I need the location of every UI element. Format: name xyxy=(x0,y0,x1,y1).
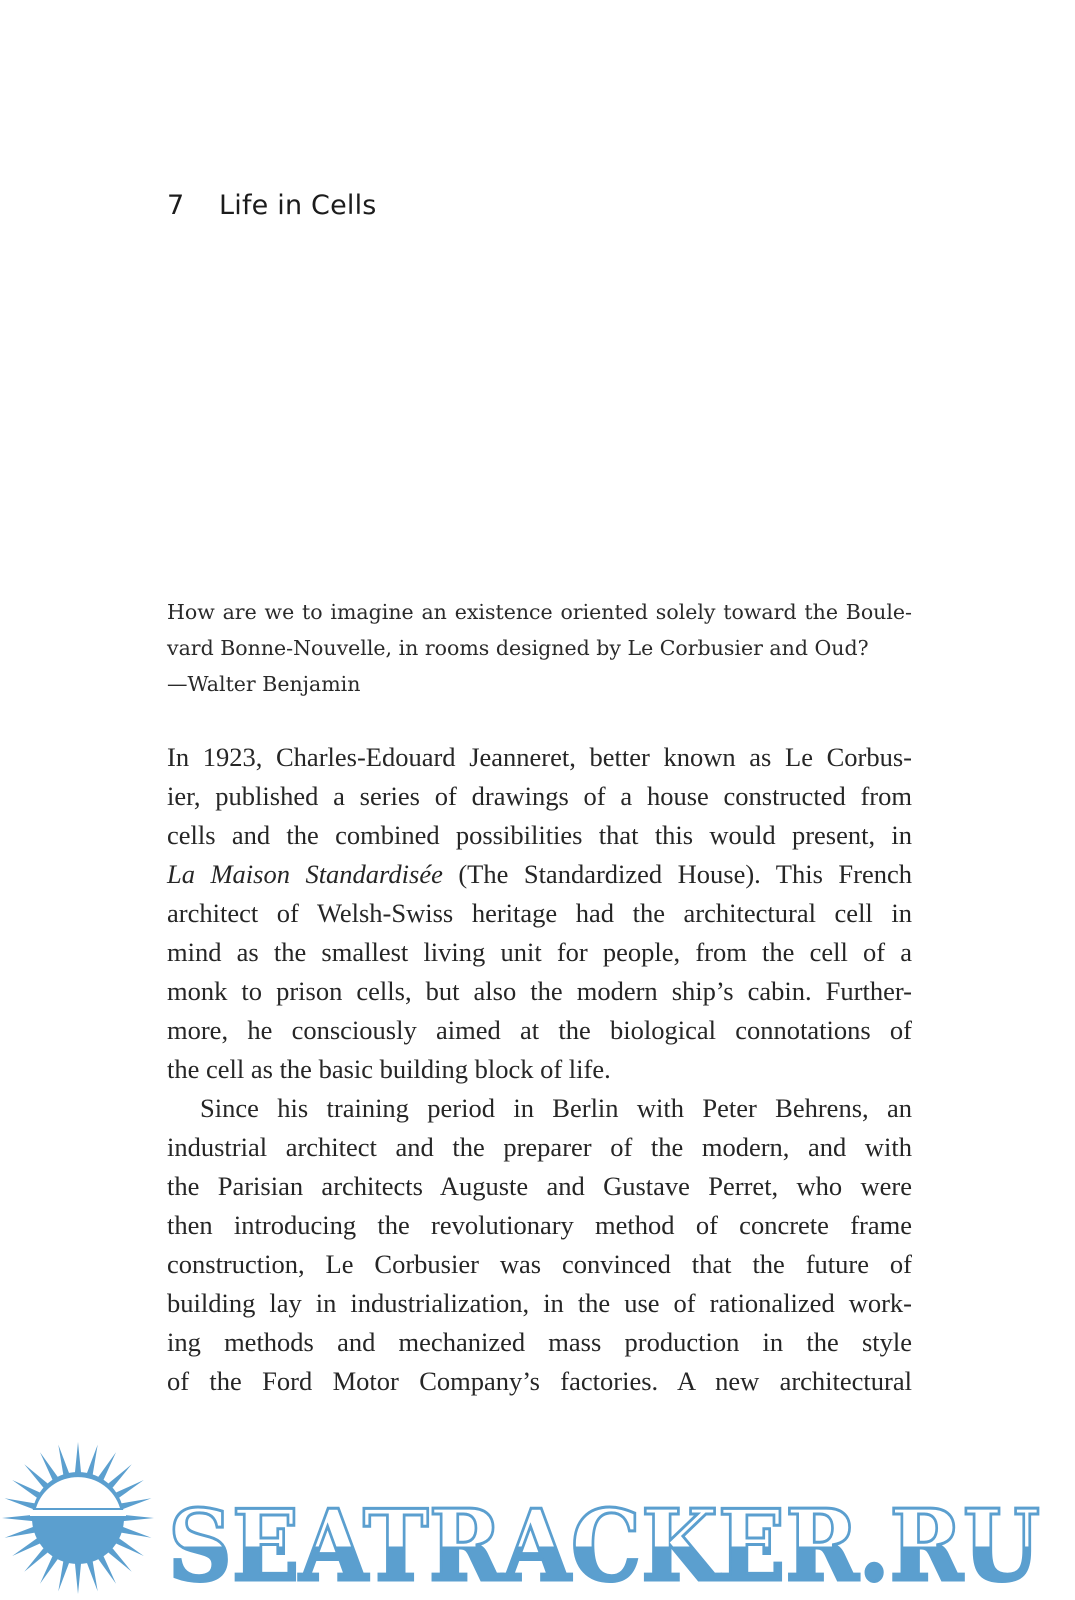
text-line: ier, published a series of drawings of a house constructed from xyxy=(167,781,912,811)
text-line: mind as the smallest living unit for people, from the cell of a xyxy=(167,937,912,967)
paragraph-1 xyxy=(167,738,912,1089)
sun-ray xyxy=(114,1480,143,1499)
sun-ray xyxy=(97,1554,116,1583)
sun-ray xyxy=(2,1515,34,1521)
sun-ray xyxy=(58,1560,69,1592)
text-line: the cell as the basic building block of life. xyxy=(167,1054,611,1084)
text-line: cells and the combined possibilities that this would present, in xyxy=(167,820,912,850)
text-line: monk to prison cells, but also the modern ship’s cabin. Further- xyxy=(167,976,912,1006)
text-line: then introducing the revolutionary method of concrete frame xyxy=(167,1210,912,1240)
book-title-italic: La Maison Standardisée xyxy=(167,859,443,889)
chapter-title: Life in Cells xyxy=(219,190,377,221)
watermark-text: SEATRACKER.RU xyxy=(168,1489,1040,1600)
text-line: construction, Le Corbusier was convinced that the future of xyxy=(167,1249,912,1279)
text-line: of the Ford Motor Company’s factories. A new architectural xyxy=(167,1366,912,1396)
text-line: Since his training period in Berlin with Peter Behrens, an xyxy=(200,1093,912,1123)
sun-ray xyxy=(120,1526,152,1537)
epigraph-attribution: —Walter Benjamin xyxy=(167,672,361,696)
text-line: architect of Welsh-Swiss heritage had the architectural cell in xyxy=(167,898,912,928)
text-line: industrial architect and the preparer of the modern, and with xyxy=(167,1132,912,1162)
chapter-heading xyxy=(167,190,377,221)
sun-ray xyxy=(86,1560,97,1592)
text-line: more, he consciously aimed at the biological connotations of xyxy=(167,1015,912,1045)
sun-ray xyxy=(58,1445,69,1477)
sun-ray xyxy=(107,1547,132,1572)
sun-ray xyxy=(40,1554,59,1583)
text-line: ing methods and mechanized mass production in the style xyxy=(167,1327,912,1357)
sun-ray xyxy=(12,1537,41,1556)
epigraph xyxy=(167,594,912,702)
text-line: In 1923, Charles-Edouard Jeanneret, better known as Le Corbus- xyxy=(167,742,912,772)
sun-ray xyxy=(5,1526,37,1537)
text-line: the Parisian architects Auguste and Gustave Perret, who were xyxy=(167,1171,912,1201)
epigraph-line: vard Bonne-Nouvelle, in rooms designed by Le Corbusier and Oud? xyxy=(167,636,869,660)
text-line-rest: (The Standardized House). This French xyxy=(442,859,912,889)
sun-ray xyxy=(86,1445,97,1477)
chapter-number: 7 xyxy=(167,190,185,221)
sun-ray xyxy=(75,1442,81,1474)
sun-ray xyxy=(12,1480,41,1499)
paragraph-2 xyxy=(167,1089,912,1401)
text-line: building lay in industrialization, in the use of rationalized work- xyxy=(167,1288,912,1318)
sun-ray xyxy=(120,1498,152,1509)
sun-ray xyxy=(122,1515,154,1521)
text-line xyxy=(167,855,912,894)
sun-ray xyxy=(24,1464,49,1489)
body-text xyxy=(167,738,912,1401)
sun-ray xyxy=(114,1537,143,1556)
sun-ray xyxy=(97,1452,116,1481)
epigraph-line: How are we to imagine an existence oriented solely toward the Boule- xyxy=(167,600,912,624)
sun-ray xyxy=(24,1547,49,1572)
sun-icon xyxy=(2,1442,154,1594)
sun-ray xyxy=(75,1562,81,1594)
sun-ray xyxy=(5,1498,37,1509)
watermark xyxy=(0,1440,1075,1600)
sun-ray xyxy=(107,1464,132,1489)
sun-ray xyxy=(40,1452,59,1481)
